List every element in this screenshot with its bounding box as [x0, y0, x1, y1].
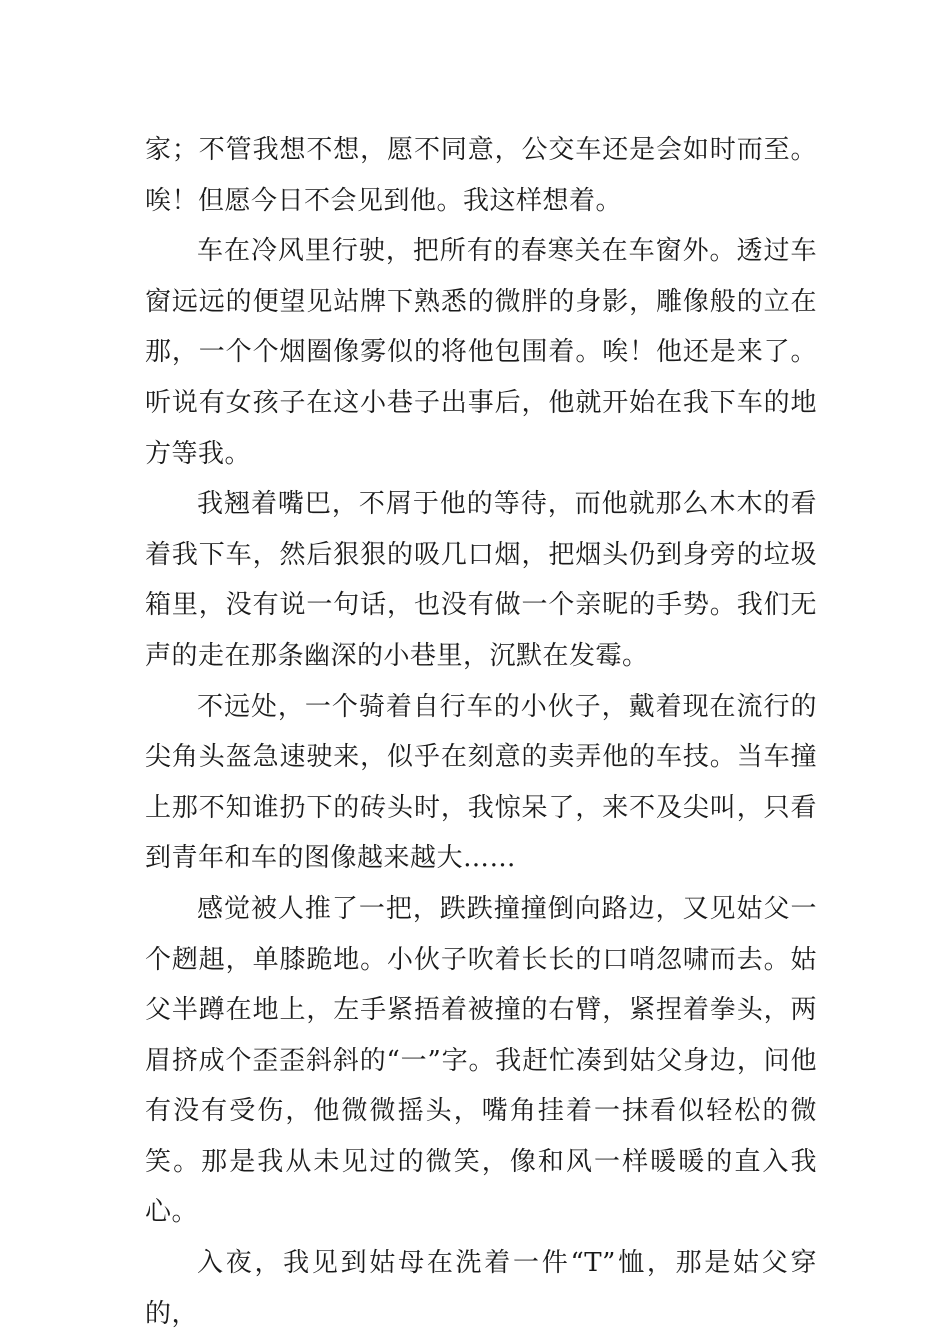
paragraph-3: 我翘着嘴巴，不屑于他的等待，而他就那么木木的看着我下车，然后狠狠的吸几口烟，把烟头仍到身旁的垃圾箱里，没有说一句话，也没有做一个亲昵的手势。我们无声的走在那条幽深的小巷里，沉默在发霉。 — [145, 489, 817, 671]
paragraph-1: 家；不管我想不想，愿不同意，公交车还是会如时而至。唉！但愿今日不会见到他。我这样想着。 — [145, 135, 817, 216]
body-text — [145, 125, 817, 1339]
paragraph-2: 车在冷风里行驶，把所有的春寒关在车窗外。透过车窗远远的便望见站牌下熟悉的微胖的身影，雕像般的立在那，一个个烟圈像雾似的将他包围着。唉！他还是来了。听说有女孩子在这小巷子出事后，他就开始在我下车的地方等我。 — [145, 236, 817, 469]
paragraph-6: 入夜，我见到姑母在洗着一件“T”恤，那是姑父穿的， — [145, 1248, 817, 1329]
paragraph-5: 感觉被人推了一把，跌跌撞撞倒向路边，又见姑父一个趔趄，单膝跪地。小伙子吹着长长的口哨忽啸而去。姑父半蹲在地上，左手紧捂着被撞的右臂，紧捏着拳头，两眉挤成个歪歪斜斜的“一”字。我赶忙凑到姑父身边，问他有没有受伤，他微微摇头，嘴角挂着一抹看似轻松的微笑。那是我从未见过的微笑，像和风一样暖暖的直入我心。 — [145, 893, 817, 1228]
paragraph-4: 不远处，一个骑着自行车的小伙子，戴着现在流行的尖角头盔急速驶来，似乎在刻意的卖弄他的车技。当车撞上那不知谁扔下的砖头时，我惊呆了，来不及尖叫，只看到青年和车的图像越来越大…… — [145, 691, 817, 874]
